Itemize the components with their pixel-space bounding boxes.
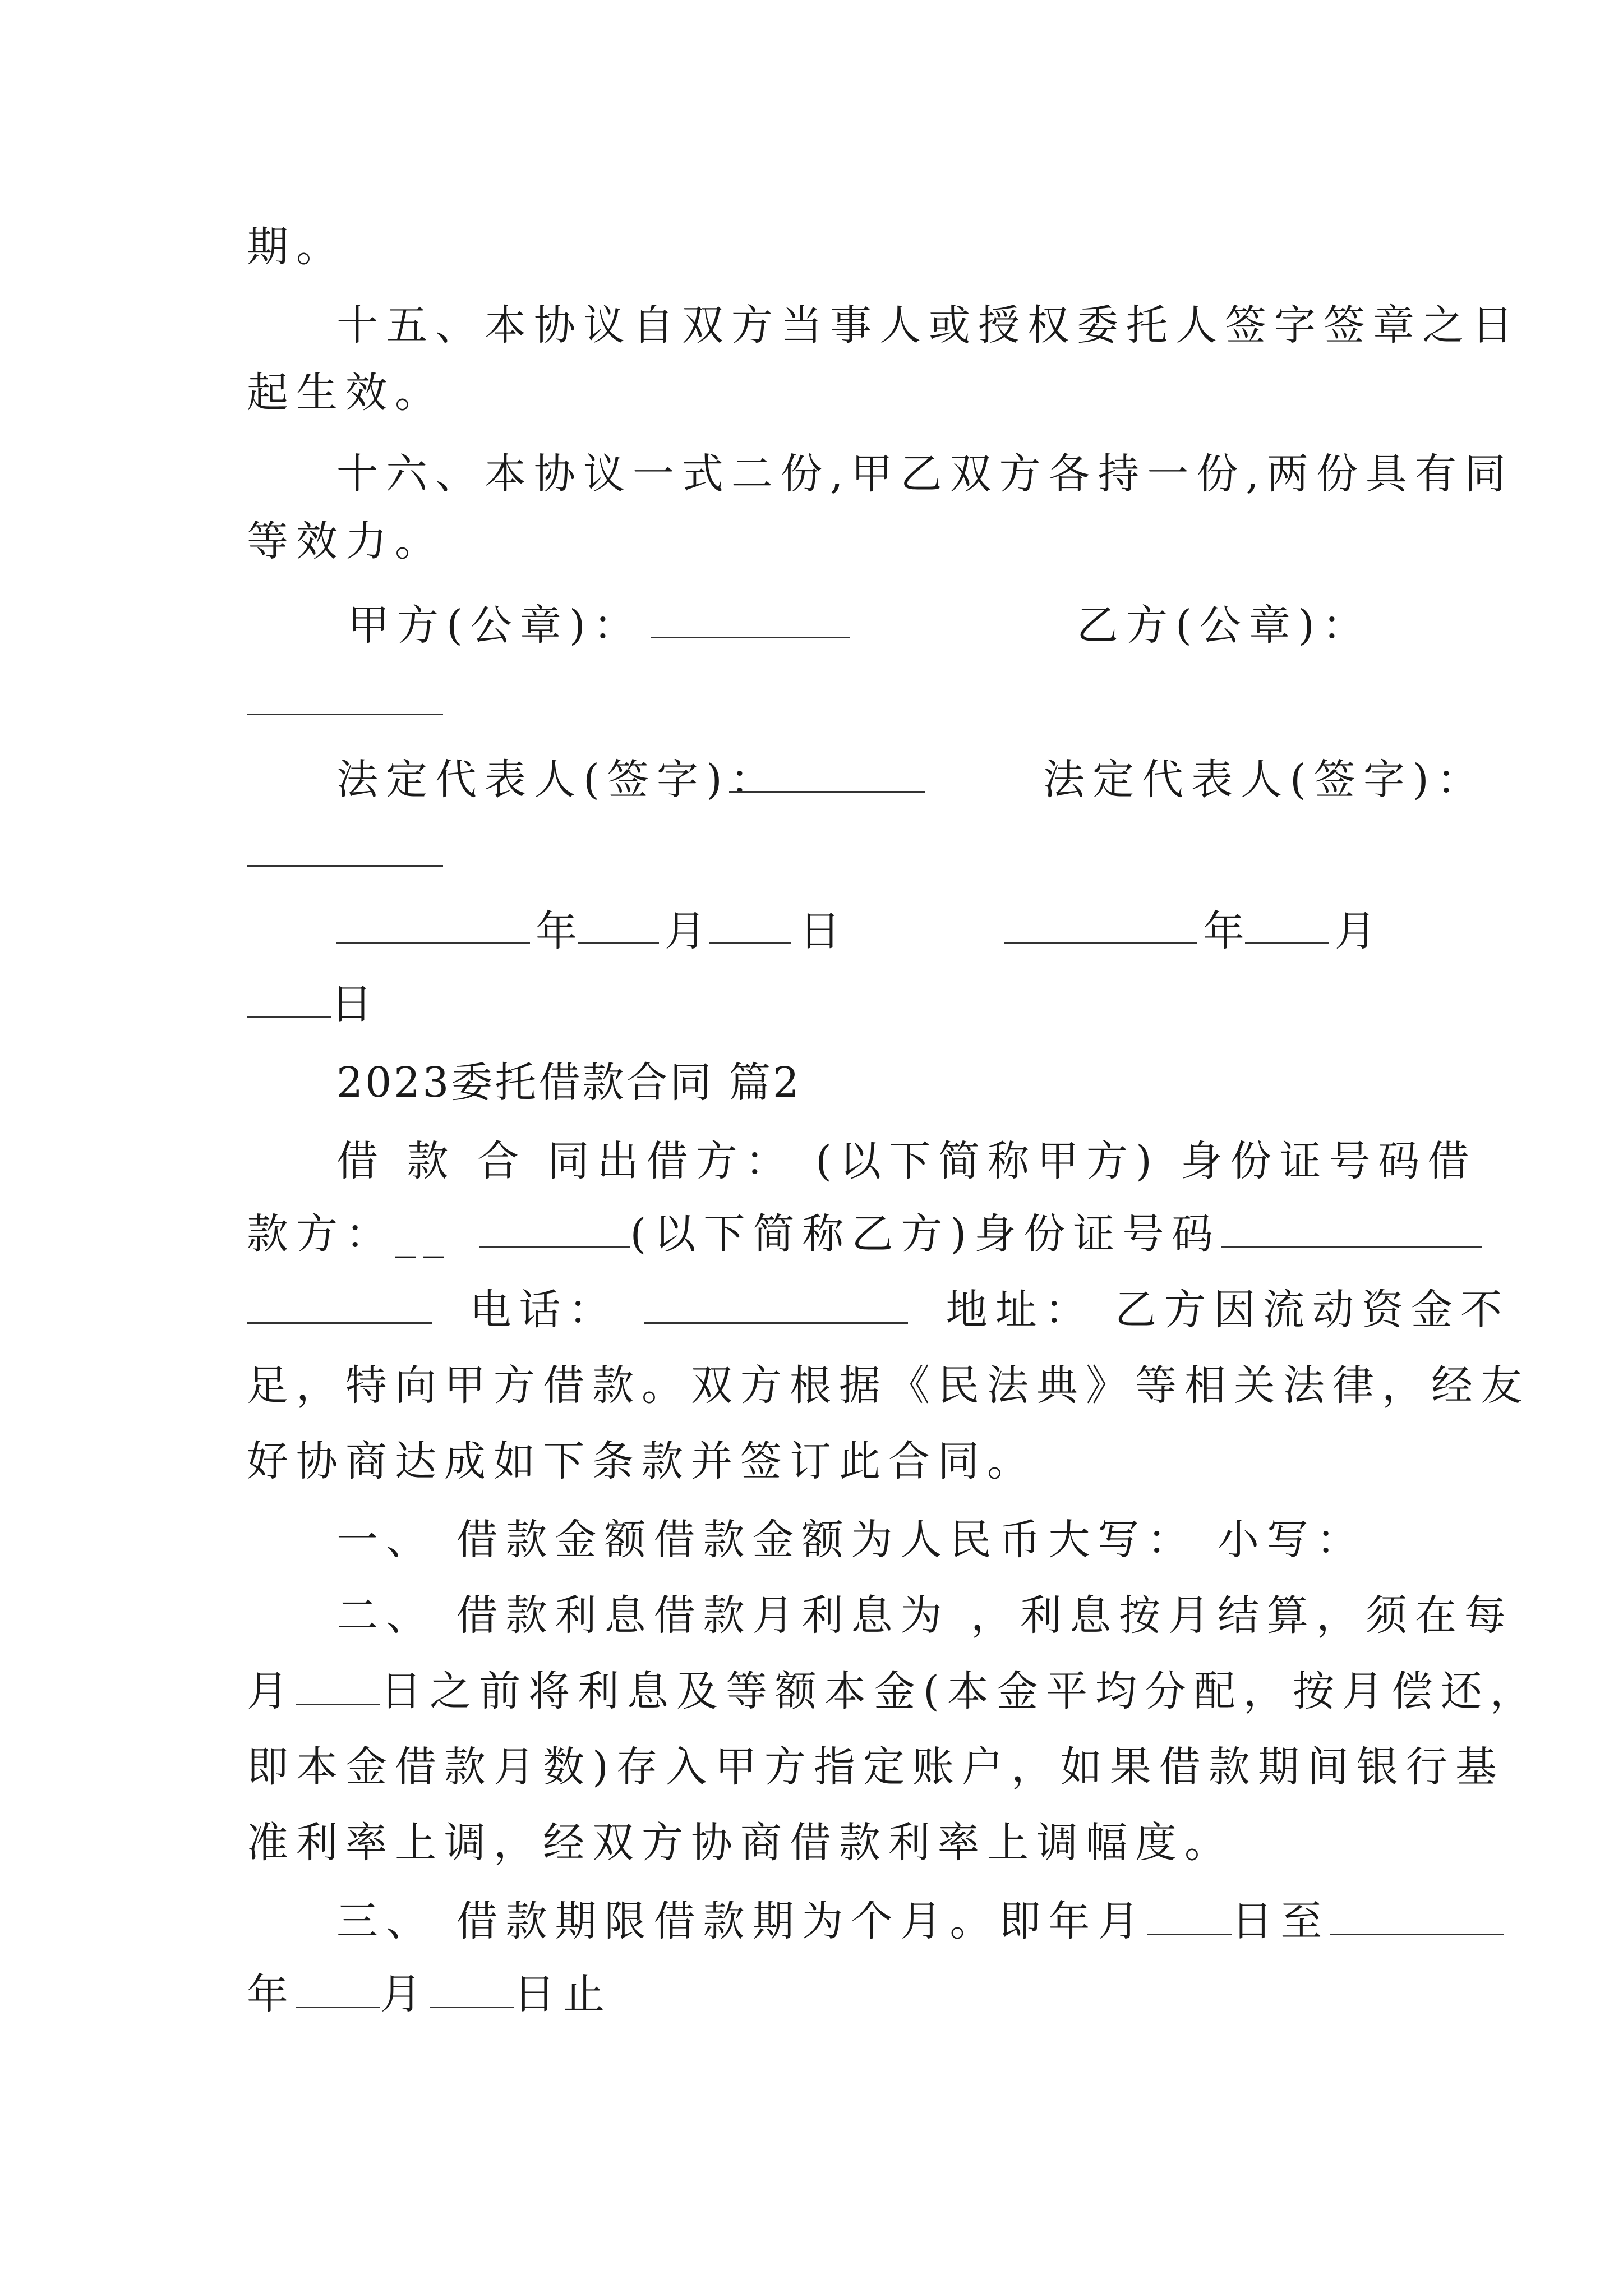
clause-2-month-label: 月 bbox=[247, 1667, 296, 1715]
date-b-year-label: 年 bbox=[1203, 907, 1252, 955]
clause-1-line bbox=[336, 1512, 1391, 1568]
para-1-text-a: 借 款 合 同出借方： (以下简称甲方) 身份证号码借 bbox=[336, 1137, 1477, 1185]
clause-3-end-month-blank bbox=[296, 1967, 380, 2008]
date-b-month-label: 月 bbox=[1335, 907, 1384, 955]
borrower-id-blank bbox=[1221, 1207, 1482, 1248]
clause-16-line-2 bbox=[247, 513, 1391, 569]
clause-15-text: 十五、本协议自双方当事人或授权委托人签字签章之日 bbox=[336, 301, 1521, 349]
date-b-month-blank bbox=[1245, 903, 1329, 944]
section-title bbox=[336, 1055, 1391, 1111]
clause-3-end-day-blank bbox=[430, 1967, 514, 2008]
date-a-year-label: 年 bbox=[536, 907, 585, 955]
paragraph-tail: 期。 bbox=[247, 223, 345, 271]
date-row bbox=[0, 903, 1623, 959]
party-b-seal-blank bbox=[247, 674, 443, 715]
borrower-id-label: (以下简称乙方)身份证号码 bbox=[630, 1210, 1221, 1258]
para-1-text-d: 足，特向甲方借款。双方根据《民法典》等相关法律，经友 bbox=[247, 1361, 1530, 1410]
clause-2-line-2 bbox=[247, 1663, 1539, 1719]
para-1-line-1 bbox=[336, 1133, 1477, 1189]
section-title-text: 2023委托借款合同 篇2 bbox=[336, 1059, 801, 1107]
para-1-line-5 bbox=[247, 1433, 1391, 1489]
date-a-year-blank bbox=[336, 903, 530, 944]
clause-3-end-year-blank bbox=[1330, 1894, 1504, 1935]
address-label: 地址： 乙方因流动资金不 bbox=[946, 1286, 1510, 1334]
clause-2-line-1 bbox=[336, 1588, 1514, 1644]
clause-3-text-a: 三、 借款期限借款期为个月。即年月 bbox=[336, 1897, 1147, 1945]
phone-blank bbox=[644, 1283, 908, 1324]
seal-continuation bbox=[247, 673, 1391, 729]
para-1-line-3 bbox=[247, 1282, 1510, 1338]
clause-3-year-label: 年 bbox=[247, 1970, 296, 2018]
date-b-day-label: 日 bbox=[331, 980, 380, 1028]
clause-3-end-label: 日止 bbox=[514, 1970, 612, 2018]
clause-15-line-2 bbox=[247, 365, 1391, 421]
clause-2-text-a: 二、 借款利息借款月利息为 ，利息按月结算，须在每 bbox=[336, 1591, 1514, 1640]
clause-2-text-c: 即本金借款月数)存入甲方指定账户，如果借款期间银行基 bbox=[247, 1743, 1505, 1791]
party-a-seal-label: 甲方(公章)： bbox=[348, 601, 643, 650]
legal-rep-b-blank bbox=[247, 826, 443, 867]
clause-3-to-label: 日至 bbox=[1231, 1897, 1330, 1945]
date-b-year-blank bbox=[1004, 903, 1197, 944]
clause-2-text-d: 准利率上调，经双方协商借款利率上调幅度。 bbox=[247, 1819, 1234, 1867]
clause-1-text: 一、 借款金额借款金额为人民币大写： 小写： bbox=[336, 1516, 1366, 1564]
phone-label: 电话： bbox=[469, 1286, 618, 1334]
legal-rep-continuation bbox=[247, 825, 1391, 881]
party-b-seal-label: 乙方(公章)： bbox=[1077, 601, 1372, 650]
party-a-seal-blank bbox=[651, 597, 850, 638]
borrower-name-blank bbox=[479, 1207, 630, 1248]
clause-2-line-3 bbox=[247, 1739, 1505, 1795]
clause-2-line-4 bbox=[247, 1815, 1391, 1871]
date-b-day-blank bbox=[247, 977, 331, 1018]
para-1-line-4 bbox=[247, 1358, 1530, 1414]
clause-16-text-end: 等效力。 bbox=[247, 517, 444, 565]
clause-16-text: 十六、本协议一式二份,甲乙双方各持一份,两份具有同 bbox=[336, 450, 1514, 498]
clause-3-start-day-blank bbox=[1147, 1894, 1232, 1935]
clause-2-text-b: 日之前将利息及等额本金(本金平均分配，按月偿还， bbox=[380, 1667, 1539, 1715]
legal-rep-row bbox=[0, 752, 1623, 808]
clause-15-text-end: 起生效。 bbox=[247, 369, 444, 417]
borrower-label: 款方：__ bbox=[247, 1210, 452, 1258]
borrower-id-blank-cont bbox=[247, 1283, 432, 1324]
date-continuation bbox=[247, 976, 1391, 1032]
date-a-day-blank bbox=[709, 903, 791, 944]
para-1-text-e: 好协商达成如下条款并签订此合同。 bbox=[247, 1437, 1036, 1485]
clause-3-line-1 bbox=[336, 1893, 1391, 1949]
date-a-month-label: 月 bbox=[665, 907, 714, 955]
legal-rep-a-blank bbox=[729, 752, 925, 793]
clause-3-line-2 bbox=[247, 1966, 1391, 2022]
clause-3-month-label: 月 bbox=[380, 1970, 430, 2018]
legal-rep-b-label: 法定代表人(签字)： bbox=[1043, 756, 1486, 804]
date-a-month-blank bbox=[578, 903, 659, 944]
legal-rep-a-label: 法定代表人(签字)： bbox=[336, 756, 780, 804]
clause-16-line-1 bbox=[336, 446, 1514, 502]
date-a-day-label: 日 bbox=[799, 907, 849, 955]
clause-2-day-blank bbox=[296, 1664, 380, 1705]
text-line bbox=[247, 219, 1391, 275]
clause-15-line-1 bbox=[336, 297, 1521, 353]
seal-row bbox=[0, 597, 1623, 654]
para-1-line-2 bbox=[247, 1206, 1391, 1262]
